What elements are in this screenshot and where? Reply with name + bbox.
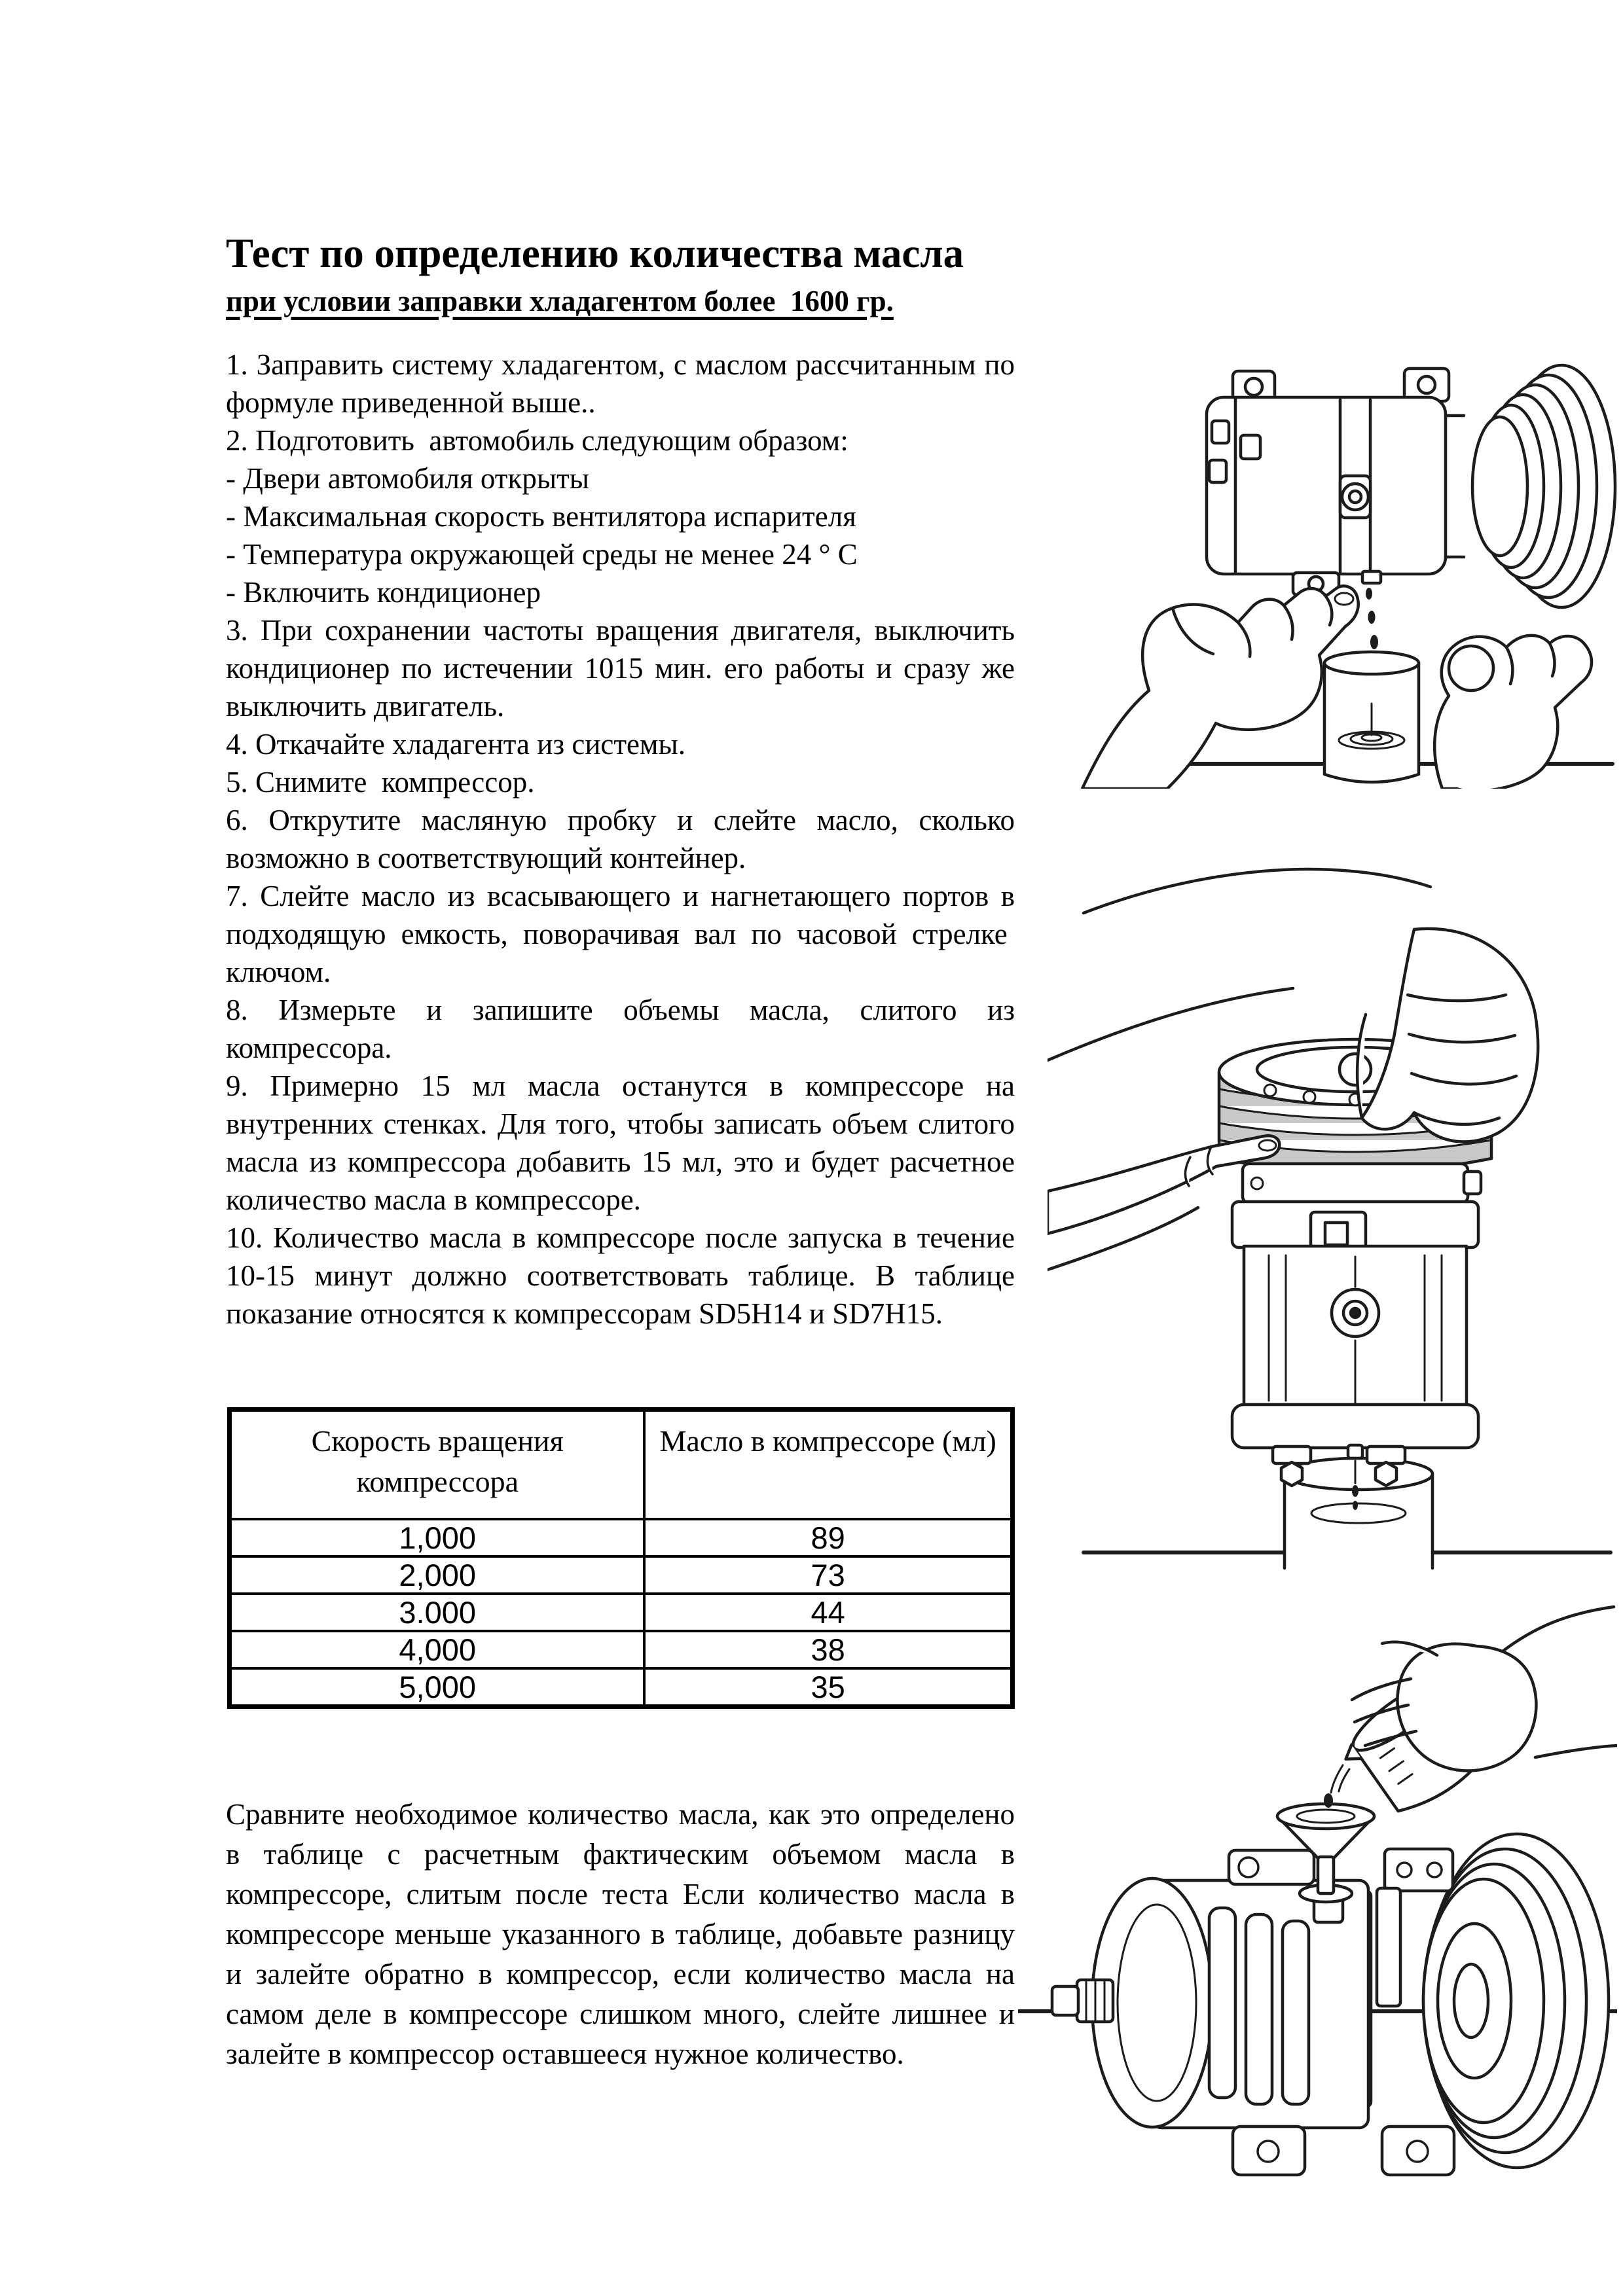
table-cell-speed: 2,000 (230, 1556, 645, 1594)
table-cell-speed: 5,000 (230, 1668, 645, 1707)
closing-paragraph: Сравните необходимое количество масла, как это определено в таблице с расчетным фактическим объемом масла в компрессоре, слитым после теста Если количество масла в компрессоре меньше указанного в таблице, добавьте разницу и залейте обратно в компрессор, если количество масла на самом деле в компрессоре слишком много, слейте лишнее и залейте в компрессор оставшееся нужное количество. (226, 1798, 1015, 2070)
table-row (230, 1594, 1013, 1631)
page-title: Тест по определению количества масла (226, 230, 964, 276)
figure-drain-oil-handheld (1044, 337, 1617, 789)
instructions-list (226, 346, 1015, 1333)
table-row (230, 1668, 1013, 1707)
table-header-row (230, 1410, 1013, 1520)
table-row (230, 1556, 1013, 1594)
table-cell-speed: 3.000 (230, 1594, 645, 1631)
table-header-oil: Масло в компрессоре (мл) (644, 1410, 1012, 1520)
table-cell-oil: 35 (644, 1668, 1012, 1707)
instruction-dash-doors: - Двери автомобиля открыты (226, 462, 589, 495)
instruction-item-1: 1. Заправить систему хладагентом, с маслом рассчитанным по формуле приведенной выше.. (226, 348, 1015, 419)
compressor-vertical-drain-illustration (1048, 851, 1617, 1571)
instruction-item-3: 3. При сохранении частоты вращения двигателя, выключить кондиционер по истечении 1015 мин. его работы и сразу же выключить двигатель. (226, 614, 1015, 723)
oil-quantity-table (227, 1407, 1015, 1709)
instruction-item-4: 4. Откачайте хладагента из системы. (226, 728, 685, 761)
instruction-dash-ac: - Включить кондиционер (226, 576, 541, 609)
figure-drain-oil-vertical (1048, 851, 1617, 1571)
instruction-dash-fan: - Максимальная скорость вентилятора испарителя (226, 500, 856, 533)
table-cell-oil: 44 (644, 1594, 1012, 1631)
table-header-speed: Скорость вращения компрессора (230, 1410, 645, 1520)
instruction-dash-temperature: - Температура окружающей среды не менее 24 ° С (226, 538, 858, 571)
document-header (226, 232, 1021, 319)
instruction-item-5: 5. Снимите компрессор. (226, 766, 535, 798)
table-row (230, 1519, 1013, 1556)
table-cell-oil: 73 (644, 1556, 1012, 1594)
figure-refill-oil-funnel (1018, 1600, 1617, 2206)
instruction-item-7: 7. Слейте масло из всасывающего и нагнетающего портов в подходящую емкость, поворачивая вал по часовой стрелке ключом. (226, 880, 1015, 988)
table-cell-oil: 89 (644, 1519, 1012, 1556)
instruction-item-2: 2. Подготовить автомобиль следующим образом: (226, 424, 848, 457)
table-cell-speed: 1,000 (230, 1519, 645, 1556)
table-row (230, 1631, 1013, 1668)
table-cell-speed: 4,000 (230, 1631, 645, 1668)
instruction-item-10: 10. Количество масла в компрессоре после запуска в течение 10-15 минут должно соответствовать таблице. В таблице показание относятся к компрессорам SD5H14 и SD7H15. (226, 1221, 1015, 1330)
compressor-drain-illustration (1044, 337, 1617, 789)
instruction-item-9: 9. Примерно 15 мл масла останутся в компрессоре на внутренних стенках. Для того, чтобы записать объем слитого масла из компрессора добавить 15 мл, это и будет расчетное количество масла в компрессоре. (226, 1069, 1015, 1216)
compressor-refill-illustration (1018, 1600, 1617, 2206)
table-cell-oil: 38 (644, 1631, 1012, 1668)
instruction-item-6: 6. Открутите масляную пробку и слейте масло, сколько возможно в соответствующий контейнер. (226, 804, 1015, 874)
instruction-item-8: 8. Измерьте и запишите объемы масла, слитого из компрессора. (226, 994, 1015, 1064)
page-subtitle: при условии заправки хладагентом более 1600 гр. (226, 285, 894, 317)
